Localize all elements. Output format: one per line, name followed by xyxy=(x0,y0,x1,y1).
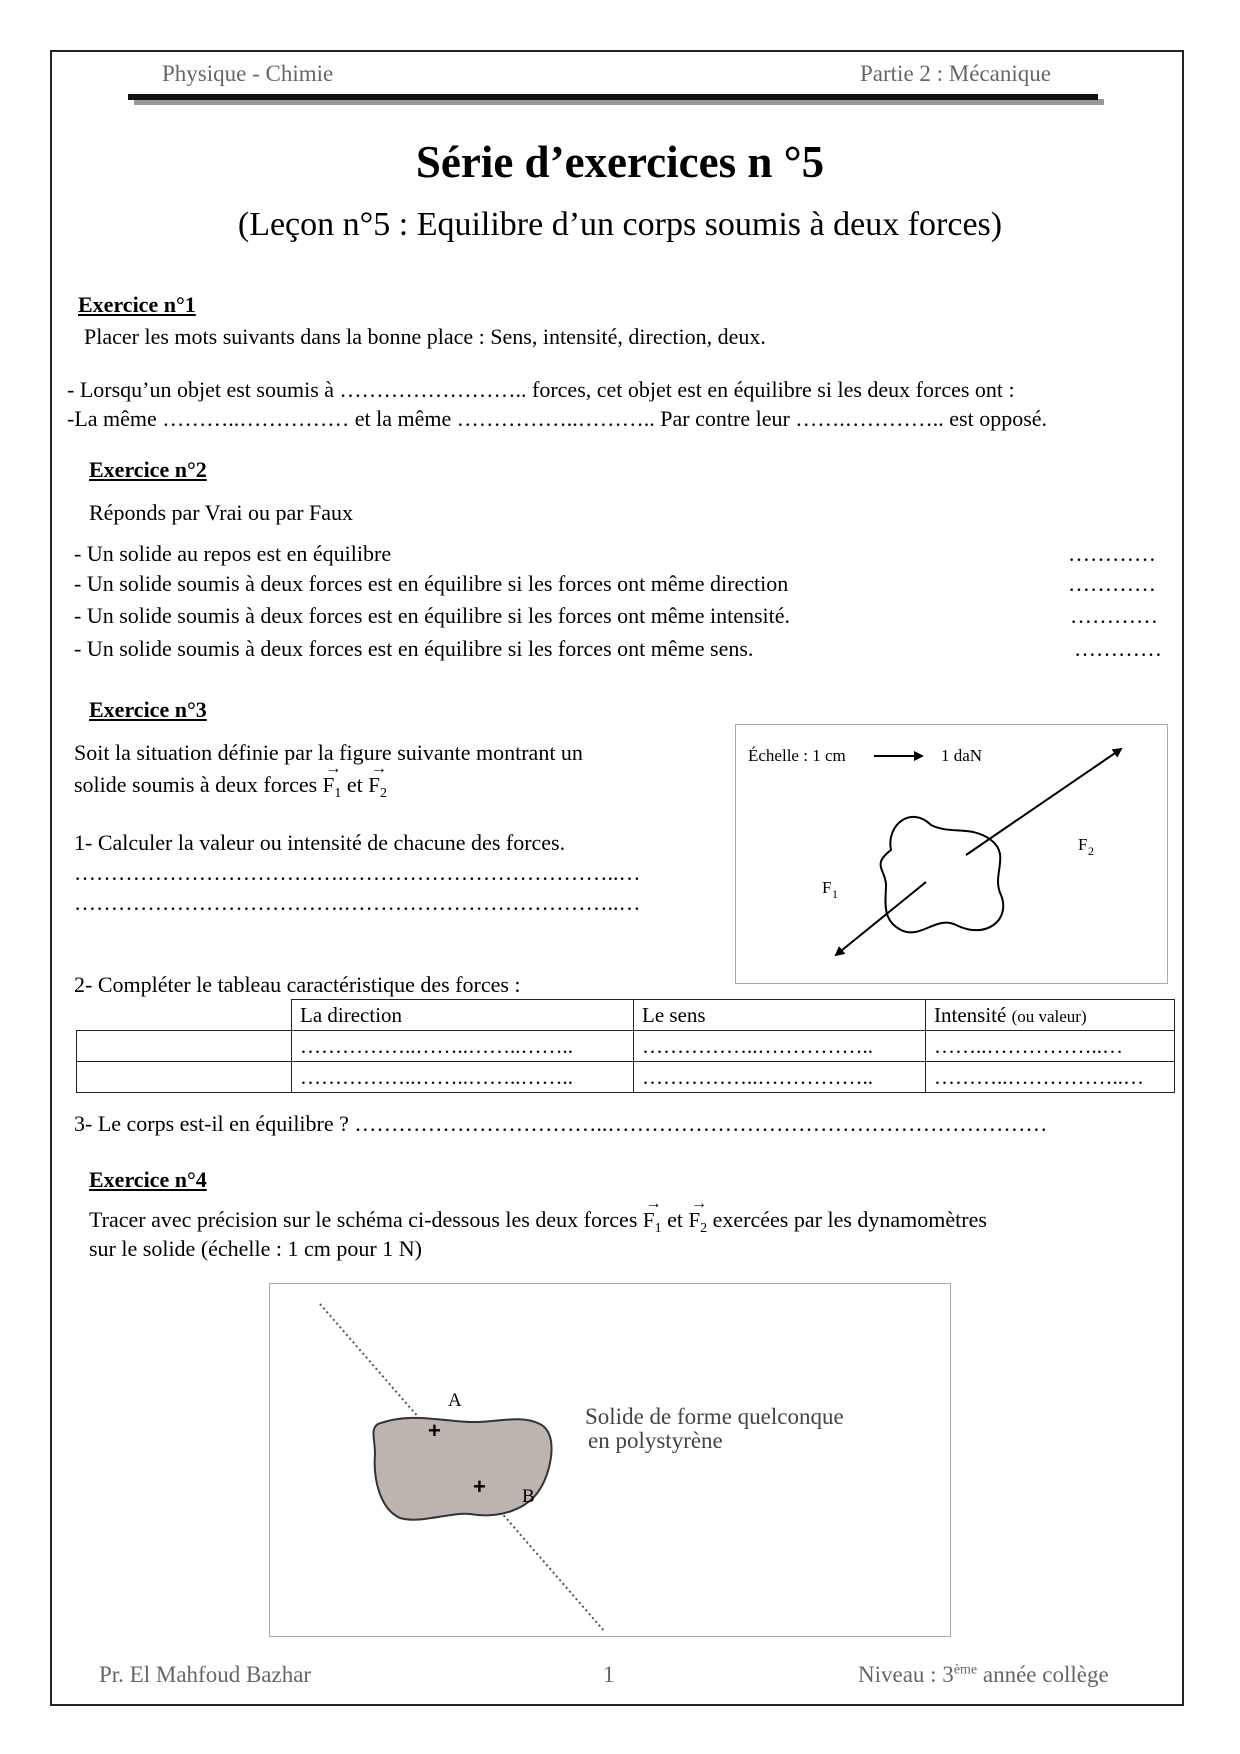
ex3-question-3: 3- Le corps est-il en équilibre ? ……………………………..…………………………………………………… xyxy=(74,1111,1048,1136)
ex4-figure xyxy=(269,1283,951,1637)
point-a-marker: + xyxy=(428,1418,441,1443)
table-cell: ……..……………..… xyxy=(926,1031,1175,1062)
point-a-label: A xyxy=(448,1390,462,1411)
ex2-answer-blank: ………… xyxy=(1074,636,1162,661)
footer-level: Niveau : 3ème année collège xyxy=(858,1662,1109,1687)
ex2-item: - Un solide soumis à deux forces est en équilibre si les forces ont même sens. xyxy=(74,636,754,661)
table-cell: ……………..……..……..…….. xyxy=(292,1031,634,1062)
ex4-line2: sur le solide (échelle : 1 cm pour 1 N) xyxy=(89,1236,422,1261)
ex3-intro-text: solide soumis à deux forces xyxy=(74,772,318,797)
ex3-figure xyxy=(735,724,1168,984)
figure-label-f1-index: 1 xyxy=(832,887,838,901)
characteristics-table xyxy=(76,999,1175,1093)
ex4-heading: Exercice n°4 xyxy=(89,1167,207,1192)
vector-arrow-icon: → xyxy=(370,760,387,777)
vector-f2: → $F_2$ xyxy=(368,760,387,802)
figure-scale-value: 1 daN xyxy=(941,746,983,765)
ex1-instruction: Placer les mots suivants dans la bonne place : Sens, intensité, direction, deux. xyxy=(84,324,766,349)
ex3-intro-line2: solide soumis à deux forces → $F_1$ et → $F_2$ xyxy=(74,760,387,802)
figure-label-f2: F xyxy=(1078,835,1088,854)
force-f1-arrow xyxy=(836,882,926,955)
ex4-figure-svg xyxy=(270,1284,950,1636)
ex2-item: - Un solide au repos est en équilibre xyxy=(74,541,392,566)
ex1-line1: - Lorsqu’un objet est soumis à …………………….. forces, cet objet est en équilibre si les deux forces ont : xyxy=(67,377,1015,402)
vector-arrow-icon: → xyxy=(645,1195,662,1212)
table-header-sens: Le sens xyxy=(634,1000,926,1031)
header-part: Partie 2 : Mécanique xyxy=(860,61,1051,86)
figure-label-f1: F xyxy=(822,878,832,897)
table-cell xyxy=(77,1031,292,1062)
table-row xyxy=(77,1062,1175,1093)
ex2-item: - Un solide soumis à deux forces est en équilibre si les forces ont même direction xyxy=(74,571,789,596)
table-cell xyxy=(77,1000,292,1031)
ex3-answer-dots: ……………………………….………………………………..… xyxy=(74,860,641,885)
page-title: Série d’exercices n °5 xyxy=(415,137,825,187)
ex3-answer-dots: ……………………………….………………………………..… xyxy=(74,890,641,915)
ex2-heading: Exercice n°2 xyxy=(89,457,207,482)
ex1-line2: -La même ………..…………… et la même ……………..……….. Par contre leur …….………….. est opposé. xyxy=(67,406,1048,431)
figure-caption-line1: Solide de forme quelconque xyxy=(585,1404,844,1429)
ex3-intro-line1: Soit la situation définie par la figure suivante montrant un xyxy=(74,740,583,765)
table-cell xyxy=(77,1062,292,1093)
force-f2-arrow xyxy=(966,749,1121,855)
ex4-line1: Tracer avec précision sur le schéma ci-dessous les deux forces → $F_1$ et → $F_2$ exercées par les dynamomètres xyxy=(89,1195,987,1237)
vector-f1: → $F_1$ xyxy=(322,760,342,802)
ex2-item: - Un solide soumis à deux forces est en équilibre si les forces ont même intensité. xyxy=(74,603,791,628)
table-header-intensite: Intensité (ou valeur) xyxy=(926,1000,1175,1031)
figure-scale-label: Échelle : 1 cm xyxy=(748,746,846,765)
header-subject: Physique - Chimie xyxy=(162,61,334,86)
ex3-heading: Exercice n°3 xyxy=(89,697,207,722)
ex2-answer-blank: ………… xyxy=(1070,603,1158,628)
vector-f1: → $F_1$ xyxy=(642,1195,662,1237)
footer-author: Pr. El Mahfoud Bazhar xyxy=(99,1662,312,1687)
vector-f2: → $F_2$ xyxy=(688,1195,708,1237)
figure-caption-line2: en polystyrène xyxy=(588,1428,723,1453)
table-cell: ………..……………..… xyxy=(926,1062,1175,1093)
header-rule xyxy=(128,94,1098,100)
ex1-heading: Exercice n°1 xyxy=(78,292,196,317)
table-header-direction: La direction xyxy=(292,1000,634,1031)
ex3-figure-svg xyxy=(736,725,1167,983)
table-cell: ……………..…………….. xyxy=(634,1062,926,1093)
point-b-marker: + xyxy=(473,1474,486,1499)
table-cell: ……………..……..……..…….. xyxy=(292,1062,634,1093)
ex3-question-1: 1- Calculer la valeur ou intensité de chacune des forces. xyxy=(74,830,566,855)
solid-shape xyxy=(881,817,1004,933)
point-b-label: B xyxy=(522,1486,535,1507)
ex3-question-2: 2- Compléter le tableau caractéristique des forces : xyxy=(74,972,521,997)
page-subtitle: (Leçon n°5 : Equilibre d’un corps soumis à deux forces) xyxy=(237,206,1003,243)
footer-page-number: 1 xyxy=(603,1662,615,1687)
vector-arrow-icon: → xyxy=(325,760,342,777)
ex2-instruction: Réponds par Vrai ou par Faux xyxy=(89,500,354,525)
table-cell: ……………..…………….. xyxy=(634,1031,926,1062)
ex2-answer-blank: ………… xyxy=(1068,541,1156,566)
vector-arrow-icon: → xyxy=(691,1195,708,1212)
figure-label-f2-index: 2 xyxy=(1088,844,1094,858)
table-header-row xyxy=(77,1000,1175,1031)
ex2-answer-blank: ………… xyxy=(1068,571,1156,596)
table-row xyxy=(77,1031,1175,1062)
